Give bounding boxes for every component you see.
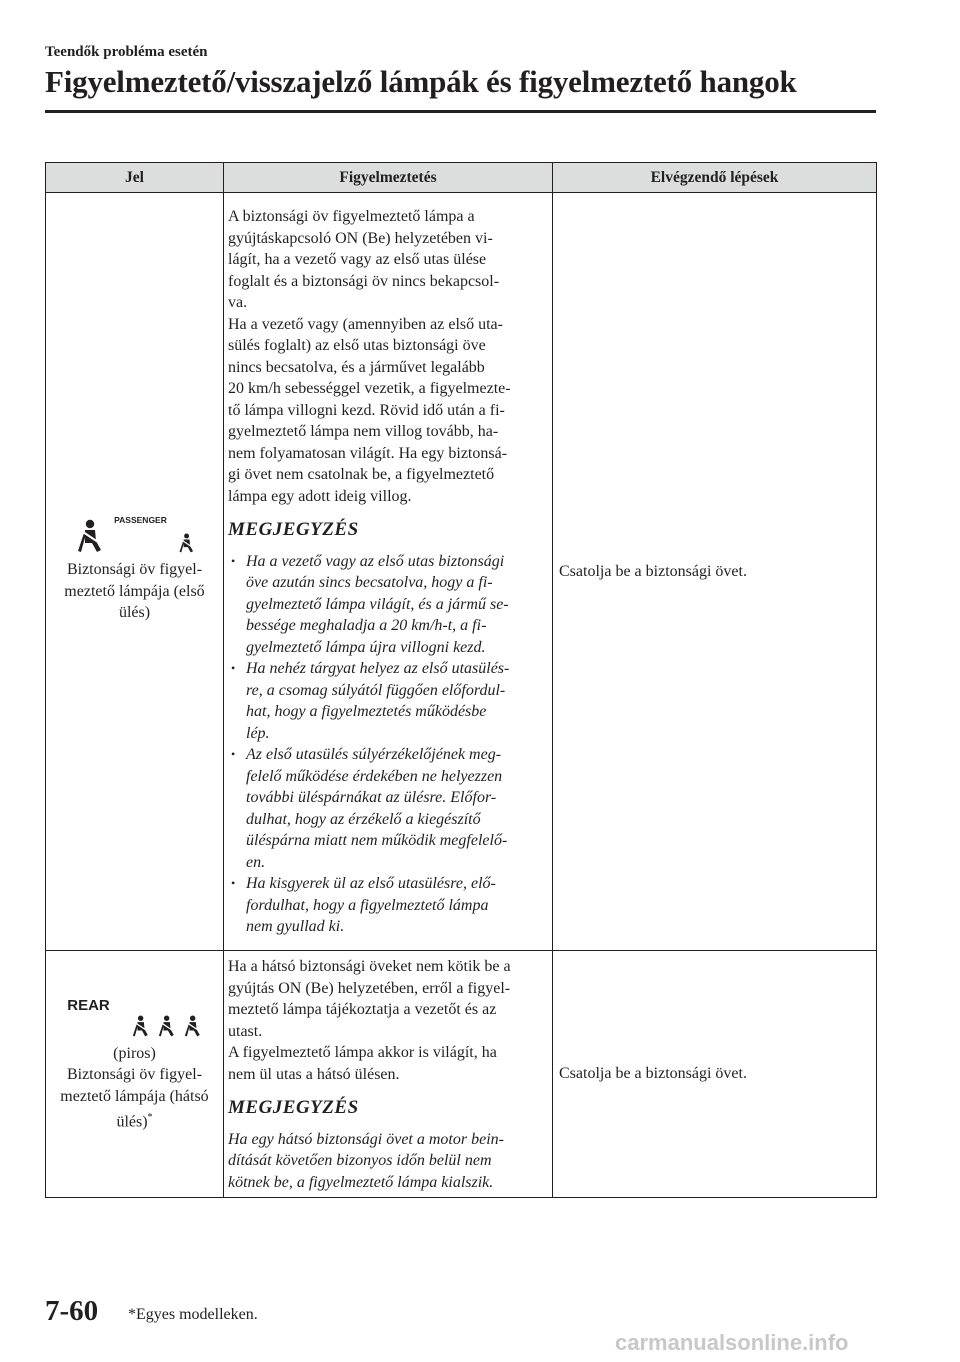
note-item: • Ha kisgyerek ül az első utasülésre, elő- fordulhat, hogy a figyelmeztető lámpa nem gyullad ki.	[228, 873, 548, 938]
warning-cell	[224, 193, 553, 951]
action-text: Csatolja be a biztonsági övet.	[559, 562, 747, 580]
action-cell	[553, 193, 877, 951]
footnote-mark: *	[147, 1112, 153, 1124]
rear-label: REAR	[67, 997, 110, 1015]
rear-seatbelt-left-icon	[130, 1015, 150, 1037]
passenger-label: PASSENGER	[114, 514, 167, 525]
footnote: *Egyes modelleken.	[128, 1306, 258, 1323]
rear-seatbelt-center-icon	[156, 1015, 176, 1037]
note-text: Ha egy hátsó biztonsági övet a motor bein- dítását követően bizonyos időn belül nem kötnek be, a figyelmeztető lámpa kialszik.	[228, 1130, 504, 1191]
table-row	[46, 193, 877, 951]
warning-lights-table	[45, 162, 877, 1198]
note-item: • Ha a vezető vagy az első utas biztonsági öve azután sincs becsatolva, hogy a fi- gyelmeztető lámpa világít, és a jármű se- bessége meghaladja a 20 km/h-t, a fi- gyelmeztető lámpa újra villogni kezd.	[228, 551, 548, 659]
passenger-seatbelt-icon	[177, 533, 195, 553]
page-title: Figyelmeztető/visszajelző lámpák és figyelmeztető hangok	[45, 64, 797, 99]
note-title: MEGJEGYZÉS	[228, 1097, 359, 1118]
rear-seatbelt-icons	[50, 997, 219, 1037]
warning-text: Ha a hátsó biztonsági öveket nem kötik be a gyújtás ON (Be) helyzetében, erről a figyel- meztető lámpa tájékoztatja a vezetőt és az utast. A figyelmeztető lámpa akkor is világít, ha nem ül utas a hátsó ülésen.	[228, 958, 511, 1083]
symbol-caption: Biztonsági öv figyel- meztető lámpája (első ülés)	[64, 561, 205, 622]
table-header-row	[46, 163, 877, 193]
section-label: Teendők probléma esetén	[45, 44, 208, 60]
warning-cell	[224, 951, 553, 1198]
column-header-action: Elvégzendő lépések	[553, 163, 877, 193]
watermark: carmanualsonline.info	[615, 1330, 849, 1355]
rear-seatbelt-right-icon	[182, 1015, 202, 1037]
symbol-caption: Biztonsági öv figyel- meztető lámpája (hátsó ülés)	[60, 1066, 209, 1131]
warning-text: A biztonsági öv figyelmeztető lámpa a gyújtáskapcsoló ON (Be) helyzetében vi- lágít, ha a vezető vagy az első utas ülése foglalt és a biztonsági öv nincs bekapcsol- va. Ha a vezető vagy (amennyiben az első uta- sülés foglalt) az első utas biztonsági öve nincs becsatolva, és a járművet legalább 20 km/h sebességgel vezetik, a figyelmezte- tő lámpa villogni kezd. Rövid idő után a fi- gyelmeztető lámpa nem villog tovább, ha- nem folyamatosan világít. Ha egy biztonsá- gi övet nem csatolnak be, a figyelmeztető lámpa egy adott ideig villog.	[228, 208, 511, 505]
front-seatbelt-icons	[50, 514, 219, 553]
note-list	[228, 551, 548, 938]
note-item: • Az első utasülés súlyérzékelőjének meg- felelő működése érdekében ne helyezzen további üléspárnákat az ülésre. Előfor- dulhat, hogy az érzékelő a kiegészítő üléspárna miatt nem működik megfelelő- en.	[228, 744, 548, 873]
action-cell	[553, 951, 877, 1198]
note-item: • Ha nehéz tárgyat helyez az első utasülés- re, a csomag súlyától függően előfordul- hat, hogy a figyelmeztetés működésbe lép.	[228, 658, 548, 744]
column-header-symbol: Jel	[46, 163, 224, 193]
seatbelt-icon	[74, 519, 104, 553]
action-text: Csatolja be a biztonsági övet.	[559, 1065, 747, 1083]
color-note: (piros)	[113, 1044, 156, 1062]
symbol-cell	[46, 193, 224, 951]
table-row	[46, 951, 877, 1198]
title-divider	[45, 110, 876, 113]
page-number: 7-60	[45, 1295, 99, 1327]
column-header-warning: Figyelmeztetés	[224, 163, 553, 193]
symbol-cell	[46, 951, 224, 1198]
note-title: MEGJEGYZÉS	[228, 519, 359, 541]
symbol-caption-wrap	[50, 1064, 219, 1133]
